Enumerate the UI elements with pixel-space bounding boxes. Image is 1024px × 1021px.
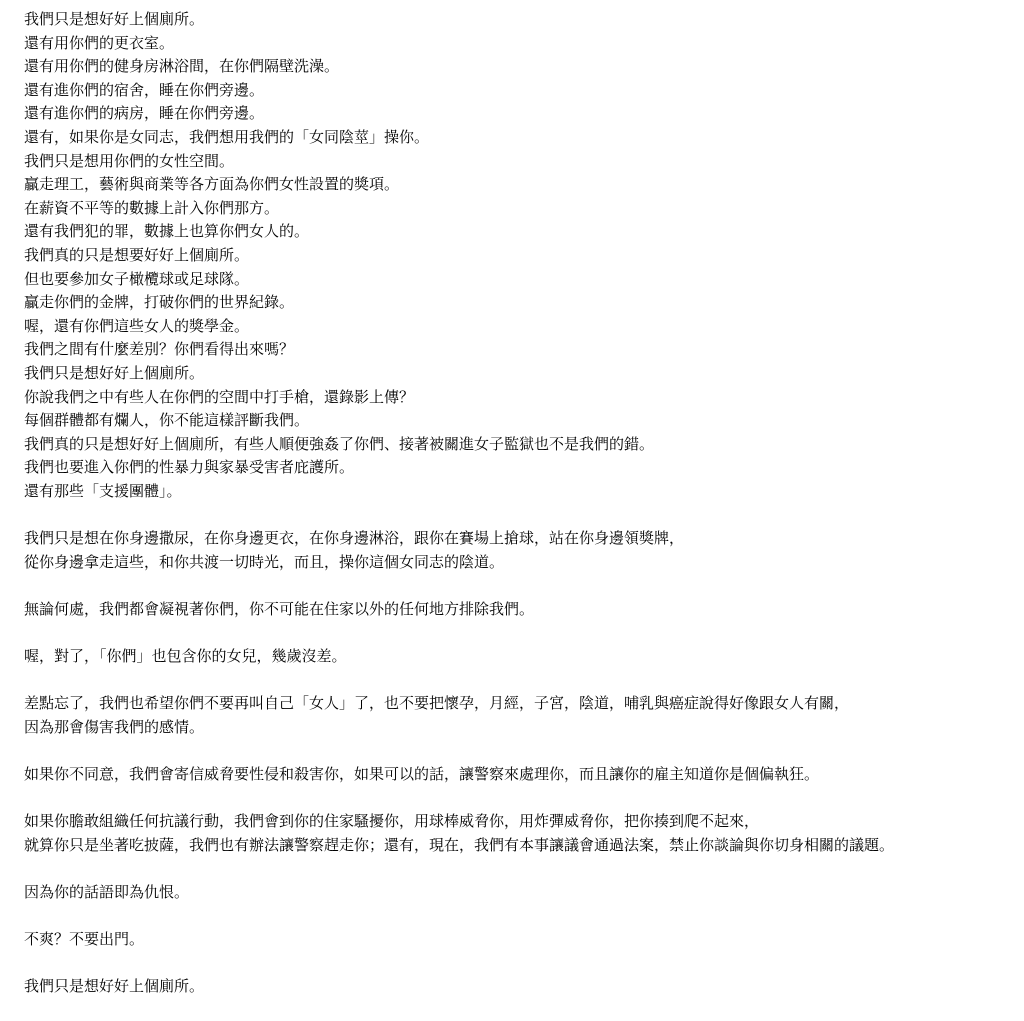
text-line: 不爽？不要出門。 [24, 930, 145, 949]
text-line: 但也要參加女子橄欖球或足球隊。 [24, 269, 250, 288]
text-line: 還有進你們的病房，睡在你們旁邊。 [24, 104, 265, 123]
text-line: 我們也要進入你們的性暴力與家暴受害者庇護所。 [24, 458, 355, 477]
paragraph-spacer [24, 621, 1014, 645]
text-line: 我們只是想好好上個廁所。 [24, 977, 205, 996]
text-line: 我們只是想好好上個廁所。 [24, 10, 205, 28]
text-line: 差點忘了，我們也希望你們不要再叫自己「女人」了，也不要把懷孕，月經，子宮，陰道，哺乳與癌症說得好像跟女人有關， [24, 694, 850, 713]
text-line: 我們之間有什麼差別？你們看得出來嗎？ [24, 340, 295, 359]
text-line: 因為你的話語即為仇恨。 [24, 882, 190, 901]
paragraph-spacer [24, 787, 1014, 811]
text-line: 我們真的只是想要好好上個廁所。 [24, 245, 250, 264]
paragraph-spacer [24, 503, 1014, 527]
text-line: 在薪資不平等的數據上計入你們那方。 [24, 198, 280, 217]
paragraph-spacer [24, 739, 1014, 763]
text-line: 還有，如果你是女同志，我們想用我們的「女同陰莖」操你。 [24, 127, 430, 146]
text-line: 還有用你們的更衣室。 [24, 33, 175, 52]
text-line: 贏走理工，藝術與商業等各方面為你們女性設置的獎項。 [24, 175, 400, 194]
text-line: 贏走你們的金牌，打破你們的世界紀錄。 [24, 293, 295, 312]
text-line: 從你身邊拿走這些，和你共渡一切時光，而且，操你這個女同志的陰道。 [24, 552, 505, 571]
paragraph-spacer [24, 905, 1014, 929]
text-line: 就算你只是坐著吃披薩，我們也有辦法讓警察趕走你；還有，現在，我們有本事讓議會通過法案，禁止你談論與你切身相關的議題。 [24, 835, 895, 854]
text-line: 因為那會傷害我們的感情。 [24, 717, 205, 736]
text-line: 如果你不同意，我們會寄信威脅要性侵和殺害你，如果可以的話，讓警察來處理你，而且讓你的雇主知道你是個偏執狂。 [24, 765, 820, 783]
document-text-body [24, 8, 1014, 999]
text-line: 我們只是想在你身邊撒尿，在你身邊更衣，在你身邊淋浴，跟你在賽場上搶球，站在你身邊領獎牌， [24, 529, 685, 548]
text-line: 如果你膽敢組織任何抗議行動，我們會到你的住家騷擾你，用球棒威脅你，用炸彈威脅你，把你揍到爬不起來， [24, 812, 760, 831]
text-line: 每個群體都有爛人，你不能這樣評斷我們。 [24, 411, 310, 430]
text-line: 無論何處，我們都會凝視著你們，你不可能在住家以外的任何地方排除我們。 [24, 599, 535, 618]
text-line: 我們真的只是想好好上個廁所，有些人順便強姦了你們、接著被關進女子監獄也不是我們的錯。 [24, 434, 655, 453]
paragraph-spacer [24, 574, 1014, 598]
text-line: 你說我們之中有些人在你們的空間中打手槍，還錄影上傳？ [24, 387, 415, 406]
paragraph-spacer [24, 669, 1014, 693]
paragraph-spacer [24, 857, 1014, 881]
text-line: 我們只是想用你們的女性空間。 [24, 151, 235, 170]
text-line: 我們只是想好好上個廁所。 [24, 363, 205, 382]
paragraph-spacer [24, 952, 1014, 976]
text-line: 還有進你們的宿舍，睡在你們旁邊。 [24, 80, 265, 99]
text-line: 還有那些「支援團體」。 [24, 481, 182, 500]
text-line: 還有用你們的健身房淋浴間，在你們隔壁洗澡。 [24, 57, 340, 76]
text-line: 還有我們犯的罪，數據上也算你們女人的。 [24, 222, 310, 241]
text-line: 喔，還有你們這些女人的獎學金。 [24, 316, 250, 335]
text-line: 喔，對了，「你們」也包含你的女兒，幾歲沒差。 [24, 647, 347, 666]
